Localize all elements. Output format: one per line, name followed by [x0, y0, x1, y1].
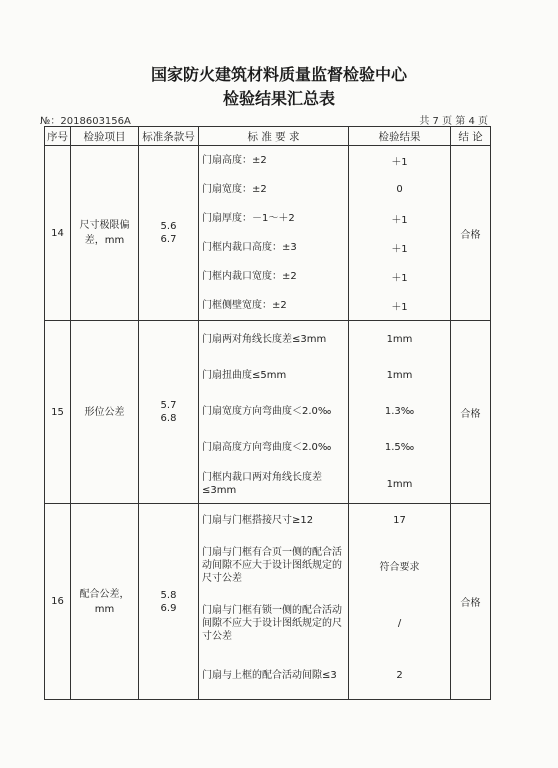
col-header-item: 检验项目: [71, 127, 139, 146]
inspection-item-line: 尺寸极限偏: [79, 220, 130, 231]
result-value: ＋1: [391, 273, 408, 284]
inspection-item-line: 差，mm: [84, 235, 125, 246]
clause-number: [139, 146, 199, 321]
requirement-text: 门扇宽度：±2: [202, 184, 267, 195]
table-row: [45, 321, 491, 504]
requirement-text: 门扇厚度：－1～＋2: [202, 213, 295, 224]
page-info: 共 7 页 第 4 页: [419, 116, 488, 127]
result-value: ＋1: [391, 244, 408, 255]
clause-line: 6.8: [160, 413, 177, 424]
requirements-cell: [199, 321, 349, 504]
requirement-text: 门扇与门框搭接尺寸≥12: [202, 515, 314, 526]
inspection-item: [71, 504, 139, 700]
result-value: 0: [396, 184, 403, 195]
requirement-text: 门扇高度：±2: [202, 155, 267, 166]
result-value: 1.5‰: [384, 441, 415, 453]
result-value: ＋1: [391, 215, 408, 226]
col-header-clause: 标准条款号: [139, 127, 199, 146]
table-header-row: [45, 127, 491, 146]
col-header-no: 序号: [45, 127, 71, 146]
row-number: 16: [45, 504, 71, 700]
clause-line: 5.6: [160, 221, 177, 232]
result-value: 1mm: [386, 369, 413, 381]
result-value: 符合要求: [379, 562, 420, 573]
requirement-text: 门框侧壁宽度：±2: [202, 300, 287, 311]
col-header-result: 检验结果: [349, 127, 451, 146]
inspection-item-line: mm: [94, 603, 115, 615]
row-number: 14: [45, 146, 71, 321]
inspection-item: [71, 146, 139, 321]
col-header-conclusion: 结 论: [451, 127, 491, 146]
result-value: 2: [396, 670, 403, 681]
results-cell: [349, 146, 451, 321]
results-cell: [349, 321, 451, 504]
requirement-text: 门框内裁口高度：±3: [202, 242, 297, 253]
conclusion: 合格: [451, 146, 491, 321]
conclusion: 合格: [451, 321, 491, 504]
requirement-text: 门扇扭曲度≤5mm: [202, 369, 287, 381]
table-row: [45, 146, 491, 321]
table-row: [45, 504, 491, 700]
col-header-requirement: 标 准 要 求: [199, 127, 349, 146]
requirement-text: 门扇两对角线长度差≤3mm: [202, 333, 327, 345]
clause-line: 5.8: [160, 589, 177, 601]
result-value: 1mm: [386, 333, 413, 345]
inspection-item-line: 形位公差: [84, 406, 125, 418]
inspection-item-line: 配合公差，: [79, 588, 130, 600]
report-number: №：2018603156A: [40, 116, 131, 127]
page-title: 国家防火建筑材料质量监督检验中心: [150, 65, 407, 84]
result-value: 17: [393, 515, 406, 526]
requirement-text: 门扇与上框的配合活动间隙≤3: [202, 670, 337, 681]
clause-line: 6.9: [160, 602, 177, 614]
result-value: 1mm: [386, 478, 413, 490]
clause-number: [139, 321, 199, 504]
requirement-text: 门扇宽度方向弯曲度＜2.0‰: [202, 405, 332, 417]
result-value: /: [397, 618, 402, 629]
page-subtitle: 检验结果汇总表: [222, 89, 335, 108]
clause-line: 5.7: [160, 400, 177, 411]
requirement-text: 门扇高度方向弯曲度＜2.0‰: [202, 441, 332, 453]
clause-line: 6.7: [160, 234, 177, 245]
result-value: 1.3‰: [384, 405, 415, 417]
conclusion: 合格: [451, 504, 491, 700]
results-cell: [349, 504, 451, 700]
requirement-text: 门扇与门框有合页一侧的配合活动间隙不应大于设计图纸规定的尺寸公差: [202, 547, 342, 584]
row-number: 15: [45, 321, 71, 504]
requirements-cell: [199, 504, 349, 700]
inspection-item: [71, 321, 139, 504]
results-table: [44, 126, 491, 700]
result-value: ＋1: [391, 302, 408, 313]
result-value: ＋1: [391, 157, 408, 168]
requirement-text: 门框内裁口宽度：±2: [202, 271, 297, 282]
requirement-text: 门框内裁口两对角线长度差≤3mm: [202, 472, 322, 496]
clause-number: [139, 504, 199, 700]
requirements-cell: [199, 146, 349, 321]
requirement-text: 门扇与门框有锁一侧的配合活动间隙不应大于设计图纸规定的尺寸公差: [202, 605, 342, 642]
